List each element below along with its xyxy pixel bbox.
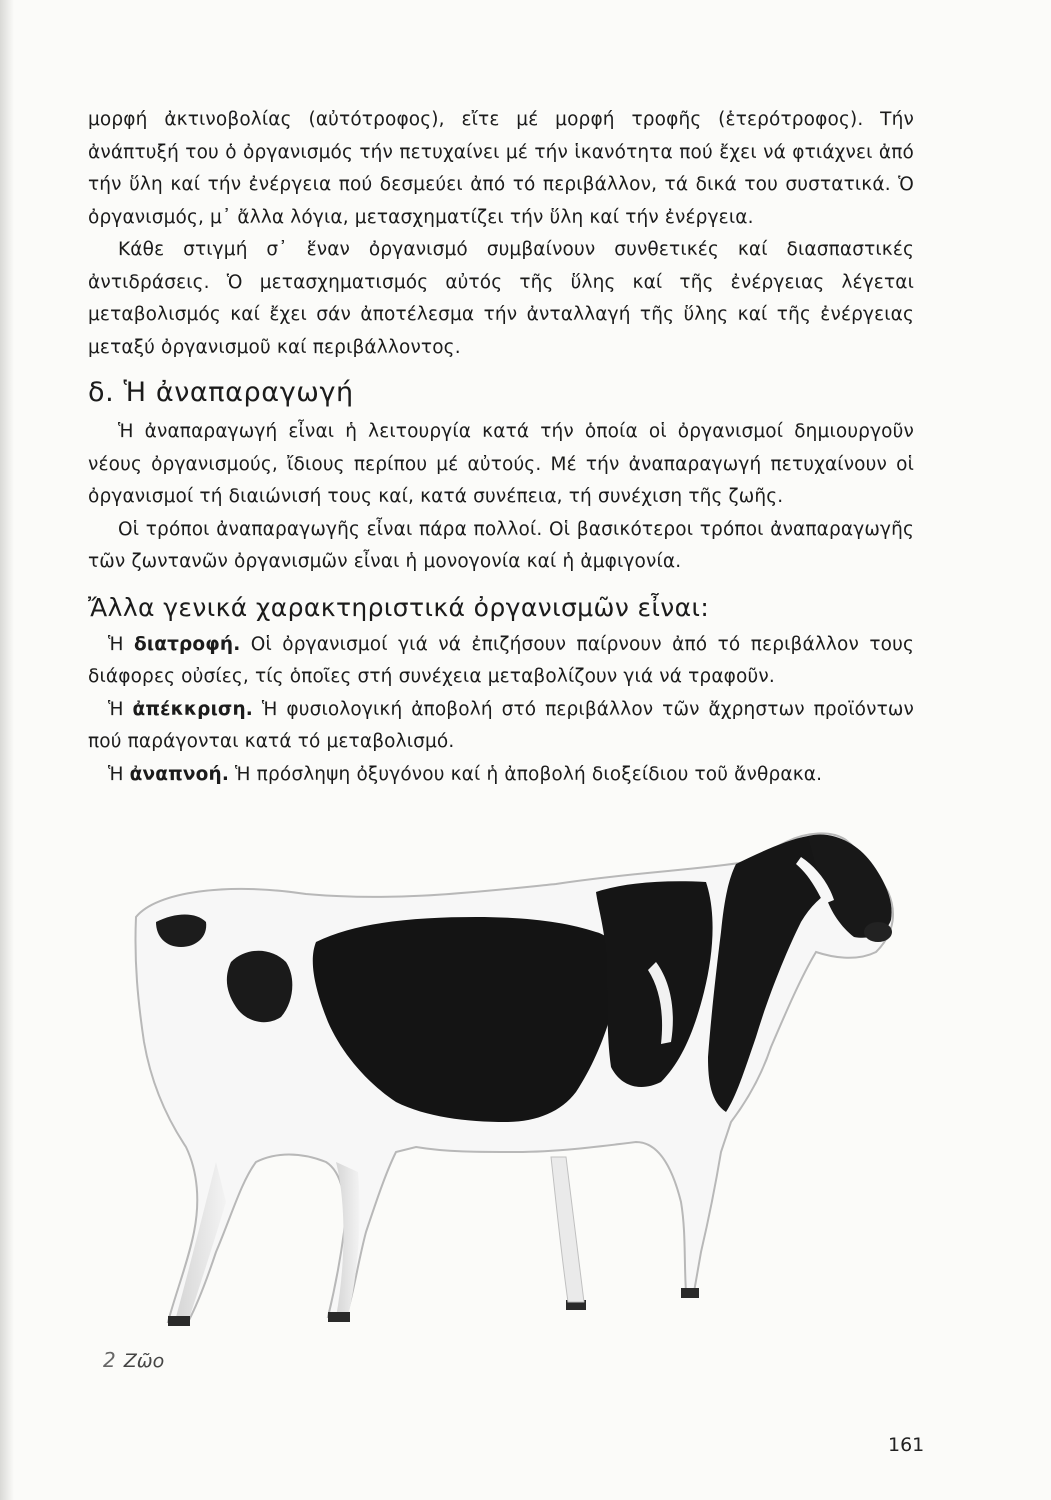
list-item-respiration: Ἡ ἀναπνοή. Ἡ πρόσληψη ὀξυγόνου καί ἡ ἀποβολή διοξείδιου τοῦ ἄνθρακα. bbox=[108, 763, 823, 785]
paragraph-metabolism: Κάθε στιγμή σ᾽ ἕναν ὀργανισμό συμβαίνουν συνθετικές καί διασπαστικές ἀντιδράσεις. Ὁ μετασχηματισμός αὐτός τῆς ὕλης καί τῆς ἐνέργειας λέγεται μεταβολισμός καί ἔχει σάν ἀποτέλεσμα τήν ἀνταλλαγή τῆς ὕλης καί τῆς ἐνέργειας μεταξύ ὀργανισμοῦ καί περιβάλλοντος. bbox=[88, 239, 914, 358]
term-respiration: ἀναπνοή. bbox=[129, 763, 230, 785]
section-heading-general-characteristics: Ἄλλα γενικά χαρακτηριστικά ὀργανισμῶν εἶναι: bbox=[88, 592, 710, 622]
section-heading-reproduction: δ. Ἡ ἀναπαραγωγή bbox=[88, 377, 354, 408]
page-number: 161 bbox=[888, 1434, 925, 1456]
figure-caption bbox=[103, 1348, 164, 1372]
term-nutrition: διατροφή. bbox=[134, 633, 241, 655]
list-item-nutrition: Ἡ διατροφή. Οἱ ὀργανισμοί γιά νά ἐπιζήσουν παίρνουν ἀπό τό περιβάλλον τους διάφορες οὐσίες, τίς ὁποῖες στή συνέχεια μεταβολίζουν γιά νά τραφοῦν. bbox=[88, 633, 914, 687]
page-edge-shadow bbox=[0, 0, 14, 1500]
main-text bbox=[88, 104, 914, 791]
paragraph-reproduction-definition: Ἡ ἀναπαραγωγή εἶναι ἡ λειτουργία κατά τήν ὁποία οἱ ὀργανισμοί δημιουργοῦν νέους ὀργανισμούς, ἴδιους περίπου μέ αὐτούς. Μέ τήν ἀναπαραγωγή πετυχαίνουν οἱ ὀργανισμοί τή διαιώνισή τους καί, κατά συνέπεια, τή συνέχιση τῆς ζωῆς. bbox=[88, 421, 914, 507]
paragraph-autotroph: μορφή ἀκτινοβολίας (αὐτότροφος), εἴτε μέ μορφή τροφῆς (ἑτερότροφος). Τήν ἀνάπτυξή του ὁ ὀργανισμός τήν πετυχαίνει μέ τήν ἱκανότητα πού ἔχει νά φτιάχνει ἀπό τήν ὕλη καί τήν ἐνέργεια πού δεσμεύει ἀπό τό περιβάλλον, τά δικά του συστατικά. Ὁ ὀργανισμός, μ᾽ ἄλλα λόγια, μετασχηματίζει τήν ὕλη καί τήν ἐνέργεια. bbox=[88, 109, 914, 228]
paragraph-reproduction-modes: Οἱ τρόποι ἀναπαραγωγῆς εἶναι πάρα πολλοί. Οἱ βασικότεροι τρόποι ἀναπαραγωγῆς τῶν ζωντανῶν ὀργανισμῶν εἶναι ἡ μονογονία καί ἡ ἀμφιγονία. bbox=[88, 518, 914, 572]
figure-number: 2 bbox=[103, 1348, 116, 1372]
cow-illustration-icon bbox=[96, 822, 916, 1342]
list-item-excretion: Ἡ ἀπέκκριση. Ἡ φυσιολογική ἀποβολή στό περιβάλλον τῶν ἄχρηστων προϊόντων πού παράγονται κατά τό μεταβολισμό. bbox=[88, 698, 915, 752]
term-excretion: ἀπέκκριση. bbox=[132, 698, 253, 720]
figure-label: Ζῶο bbox=[123, 1350, 165, 1372]
